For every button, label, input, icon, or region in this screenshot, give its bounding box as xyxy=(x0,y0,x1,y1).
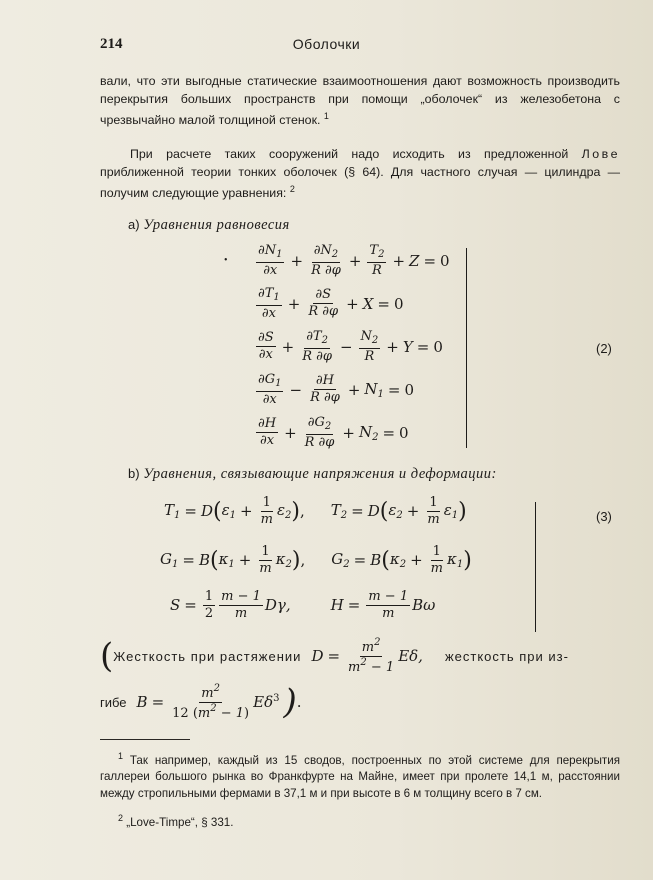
equation-number-3: (3) xyxy=(596,509,612,524)
stiffness-tension-text: Жесткость при растяжении xyxy=(113,648,302,664)
section-a-letter: а) xyxy=(128,217,140,232)
section-b-title: Уравнения, связывающие напряжения и деформации: xyxy=(143,466,497,482)
equation-number-2: (2) xyxy=(596,341,612,356)
bullet-mark: • xyxy=(224,255,228,266)
bending-formula: B = $\frac{m^2}{12 (m^2 - 1)}$ $E\delta^3$ ) . xyxy=(136,682,302,723)
equation-2-5: $\frac{\partial H}{\partial x}$ + $\frac{\partial G_2}{R \partial\varphi}$ + $N_2$ = 0 xyxy=(258,415,409,450)
author-name-love: Лове xyxy=(581,147,620,161)
footnote-ref-2: 2 xyxy=(289,184,295,194)
stiffness-tension-line xyxy=(100,636,625,677)
paragraph-2 xyxy=(100,146,620,203)
section-a-title: Уравнения равновесия xyxy=(143,217,290,233)
equation-3-brace xyxy=(535,502,536,632)
equation-2-2: $\frac{\partial T_1}{\partial x}$ + $\frac{\partial S}{R \partial\varphi}$ + X = 0 xyxy=(258,286,404,321)
footnote-divider xyxy=(100,739,190,740)
section-b-letter: b) xyxy=(128,466,140,481)
footnote-1 xyxy=(100,748,620,802)
stiffness-bending-intro: жесткость при из- xyxy=(444,648,569,664)
equation-3-1: $T_1$ = D ( $\varepsilon_1$ + $\frac{1}{m}$ $\varepsilon_2$ ) , $T_2$ = D ( $\varepsilon_2$ + $\frac{1}{m}$ $\varepsilon_1$ ) xyxy=(164,495,467,527)
paragraph-1-text: вали, что эти выгодные статические взаимоотношения дают возможность производить перекрытия больших пространств при помощи „оболочек“ из железобетона с чрезвычайно малой толщиной стенок. xyxy=(100,74,620,128)
section-a-heading xyxy=(128,217,290,234)
paragraph-2-before: При расчете таких сооружений надо исходить из предложенной xyxy=(130,147,569,161)
running-title: Оболочки xyxy=(292,36,361,52)
footnote-2 xyxy=(118,810,638,831)
equation-2-1: $\frac{\partial N_1}{\partial x}$ + $\frac{\partial N_2}{R \partial\varphi}$ + $\frac{T_2}{R}$ + Z = 0 xyxy=(258,243,450,278)
stiffness-bending-text: гибе xyxy=(100,694,127,710)
footnote-1-mark: 1 xyxy=(118,751,124,761)
stiffness-bending-line xyxy=(100,682,625,723)
page-number: 214 xyxy=(100,36,123,52)
equation-2-3: $\frac{\partial S}{\partial x}$ + $\frac{\partial T_2}{R \partial\varphi}$ − $\frac{N_2}{R}$ + Y = 0 xyxy=(258,329,443,364)
open-paren: ( xyxy=(100,636,114,677)
equation-3-3: S = $\frac{1}{2}$ $\frac{m - 1}{m}$ Dγ, H = $\frac{m - 1}{m}$ Bω xyxy=(170,589,436,621)
footnote-2-text: „Love-Timpe“, § 331. xyxy=(126,815,234,829)
paragraph-1 xyxy=(100,73,620,130)
section-b-heading xyxy=(128,466,497,483)
footnote-2-mark: 2 xyxy=(118,813,124,823)
paragraph-2-after: приближенной теории тонких оболочек (§ 64). Для частного случая — цилиндра — получим следующие уравнения: xyxy=(100,164,620,201)
equation-2-brace xyxy=(466,248,467,448)
tension-formula: D = $\frac{m^2}{m^2 - 1}$ Eδ, xyxy=(311,637,423,675)
equation-2-4: $\frac{\partial G_1}{\partial x}$ − $\frac{\partial H}{R \partial\varphi}$ + $N_1$ = 0 xyxy=(258,372,415,407)
footnote-1-text: Так например, каждый из 15 сводов, построенных по этой системе для перекрытия галлереи большого рынка во Франкфурте на Майне, имеет при пролете 14,1 м, расстоянии между стропильными фермами в 37,1 м и при высоте в 6 м толщину всего в 7 см. xyxy=(100,753,620,800)
equation-3-2: $G_1$ = B ( $\kappa_1$ + $\frac{1}{m}$ $\kappa_2$ ) , $G_2$ = B ( $\kappa_2$ + $\frac{1}{m}$ $\kappa_1$ ) xyxy=(160,544,472,576)
footnote-ref-1: 1 xyxy=(323,111,329,121)
